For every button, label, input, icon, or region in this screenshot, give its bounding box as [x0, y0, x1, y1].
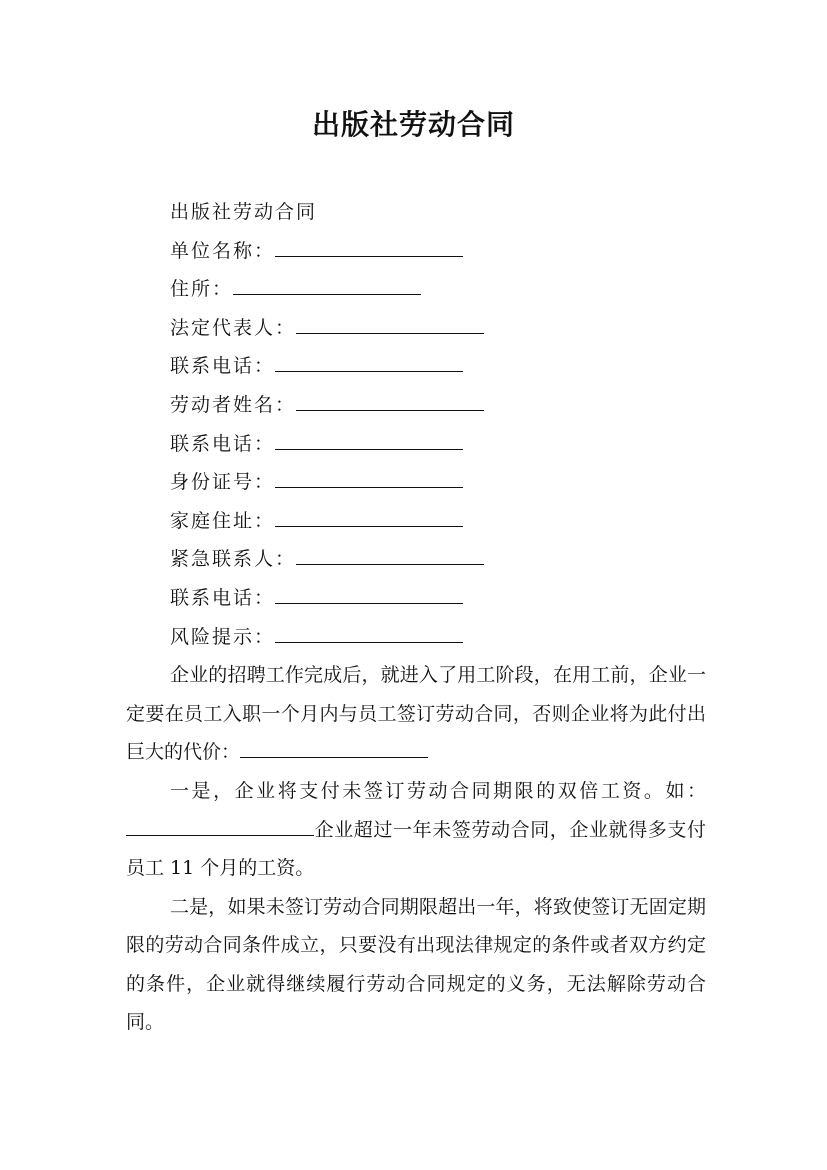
paragraph-intro — [126, 656, 706, 772]
blank-line — [296, 546, 484, 565]
field-emergency-contact — [126, 540, 706, 579]
blank-line — [275, 469, 463, 488]
field-employee-name — [126, 386, 706, 425]
field-label: 劳动者姓名： — [170, 393, 297, 416]
document-title: 出版社劳动合同 — [311, 108, 515, 141]
paragraph-intro-text: 企业的招聘工作完成后，就进入了用工阶段，在用工前，企业一定要在员工入职一个月内与员工签订劳动合同，否则企业将为此付出巨大的代价： — [126, 664, 706, 764]
field-label: 紧急联系人： — [170, 548, 297, 571]
field-label: 单位名称： — [170, 239, 276, 262]
field-legal-representative — [126, 309, 706, 348]
paragraph-point-one — [126, 772, 706, 888]
field-phone-employee — [126, 425, 706, 464]
field-label: 法定代表人： — [170, 316, 297, 339]
blank-line — [275, 508, 463, 527]
field-phone-employer — [126, 347, 706, 386]
blank-line — [275, 585, 463, 604]
paragraph-point-one-text-a: 一是，企业将支付未签订劳动合同期限的双倍工资。如： — [170, 779, 706, 802]
field-label: 风险提示： — [170, 625, 276, 648]
paragraph-point-two-text: 二是，如果未签订劳动合同期限超出一年，将致使签订无固定期限的劳动合同条件成立，只要没有出现法律规定的条件或者双方约定的条件，企业就得继续履行劳动合同规定的义务，无法解除劳动合同。 — [126, 895, 706, 1034]
blank-line — [233, 276, 421, 295]
field-risk-notice — [126, 618, 706, 657]
field-label: 身份证号： — [170, 471, 276, 494]
field-label: 家庭住址： — [170, 509, 276, 532]
contract-heading — [126, 193, 706, 232]
contract-heading-text: 出版社劳动合同 — [170, 201, 318, 223]
blank-line — [126, 817, 314, 836]
document-body — [126, 193, 706, 1042]
blank-line — [275, 431, 463, 450]
field-label: 联系电话： — [170, 586, 276, 609]
field-label: 联系电话： — [170, 355, 276, 378]
field-address — [126, 270, 706, 309]
blank-line — [240, 739, 428, 758]
blank-line — [275, 624, 463, 643]
field-home-address — [126, 502, 706, 541]
field-id-number — [126, 463, 706, 502]
field-label: 住所： — [170, 278, 234, 301]
blank-line — [296, 315, 484, 334]
blank-line — [275, 238, 463, 257]
field-label: 联系电话： — [170, 432, 276, 455]
blank-line — [275, 353, 463, 372]
paragraph-point-one-text-b: 企业超过一年未签劳动合同，企业就得多支付员工 11 个月的工资。 — [126, 818, 706, 880]
field-phone-emergency — [126, 579, 706, 618]
paragraph-point-two — [126, 888, 706, 1042]
blank-line — [296, 392, 484, 411]
field-unit-name — [126, 232, 706, 271]
